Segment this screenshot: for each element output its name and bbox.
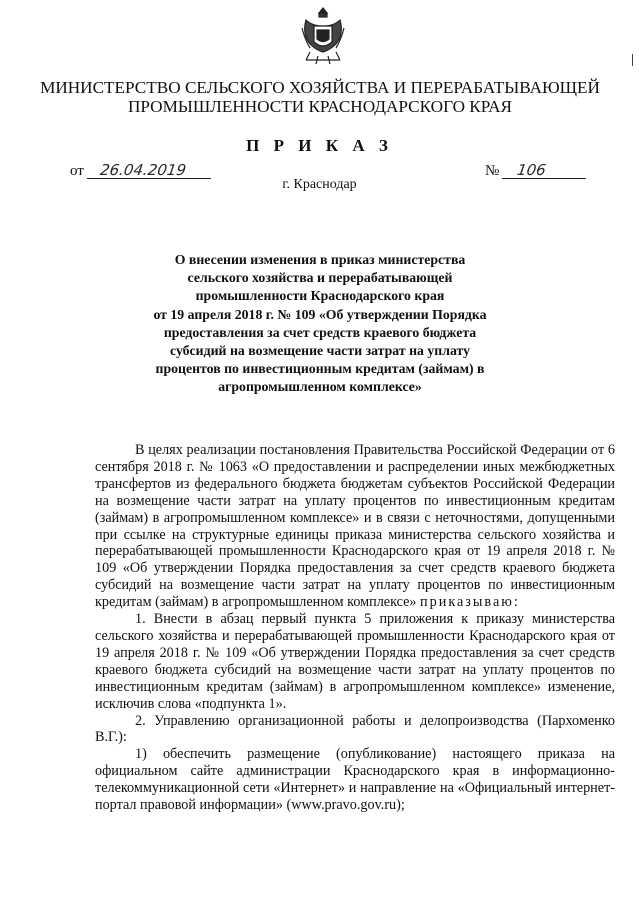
subject-line: агропромышленном комплексе» <box>218 379 422 395</box>
subject-line: промышленности Краснодарского края <box>195 288 445 304</box>
ministry-line-1: МИНИСТЕРСТВО СЕЛЬСКОГО ХОЗЯЙСТВА И ПЕРЕРАБАТЫВАЮЩЕЙ <box>40 78 600 97</box>
scan-mark <box>632 54 633 66</box>
preamble-text: В целях реализации постановления Правительства Российской Федерации от 6 сентября 2018 г. № 1063 «О предоставлении и распределении иных межбюджетных трансфертов из федерального бюджета бюджетам субъектов Российской Федерации на возмещение части затрат на уплату процентов по инвестиционным кредитам (займам) в агропромышленном комплексе» и в связи с неточностями, допущенными при ссылке на структурные единицы приказа министерства сельского хозяйства и перерабатывающей промышленности Краснодарского края от 19 апреля 2018 г. № 109 «Об утверждении Порядка предоставления за счет средств краевого бюджета субсидий на возмещение части затрат на уплату процентов по инвестиционным кредитам (займам) в агропромышленном комплексе» <box>95 442 615 611</box>
subject-line: субсидий на возмещение части затрат на уплату <box>170 343 470 359</box>
order-body <box>95 442 615 814</box>
preamble-paragraph <box>95 442 615 611</box>
subject-line: сельского хозяйства и перерабатывающей <box>187 270 453 286</box>
order-subject <box>150 251 490 397</box>
clause-2-subitem-1: 1) обеспечить размещение (опубликование) настоящего приказа на официальном сайте администрации Краснодарского края в информационно-телекоммуникационной сети «Интернет» и направление на «Официальный интернет-портал правовой информации» (www.pravo.gov.ru); <box>95 746 615 814</box>
coat-of-arms-emblem <box>300 6 346 66</box>
order-directive: приказываю: <box>420 594 520 611</box>
subject-line: предоставления за счет средств краевого бюджета <box>163 324 477 340</box>
clause-2: 2. Управлению организационной работы и делопроизводства (Пархоменко В.Г.): <box>95 712 615 746</box>
number-value: 106 <box>502 163 588 179</box>
subject-line: процентов по инвестиционным кредитам (займам) в <box>155 361 485 377</box>
order-title: П Р И К А З <box>246 136 393 155</box>
city: г. Краснодар <box>282 177 357 192</box>
ministry-line-2: ПРОМЫШЛЕННОСТИ КРАСНОДАРСКОГО КРАЯ <box>127 97 513 116</box>
number-prefix: № <box>485 163 500 179</box>
date-value: 26.04.2019 <box>86 163 212 179</box>
subject-line: от 19 апреля 2018 г. № 109 «Об утверждении Порядка <box>153 306 487 322</box>
clause-1: 1. Внести в абзац первый пункта 5 приложения к приказу министерства сельского хозяйства и перерабатывающей промышленности Краснодарского края от 19 апреля 2018 г. № 109 «Об утверждении Порядка предоставления за счет средств краевого бюджета субсидий на возмещение части затрат на уплату процентов по инвестиционным кредитам (займам) в агропромышленном комплексе» изменение, исключив слова «подпункта 1». <box>95 611 615 712</box>
date-prefix: от <box>70 163 84 179</box>
ministry-name <box>40 78 600 116</box>
subject-line: О внесении изменения в приказ министерства <box>174 252 466 267</box>
